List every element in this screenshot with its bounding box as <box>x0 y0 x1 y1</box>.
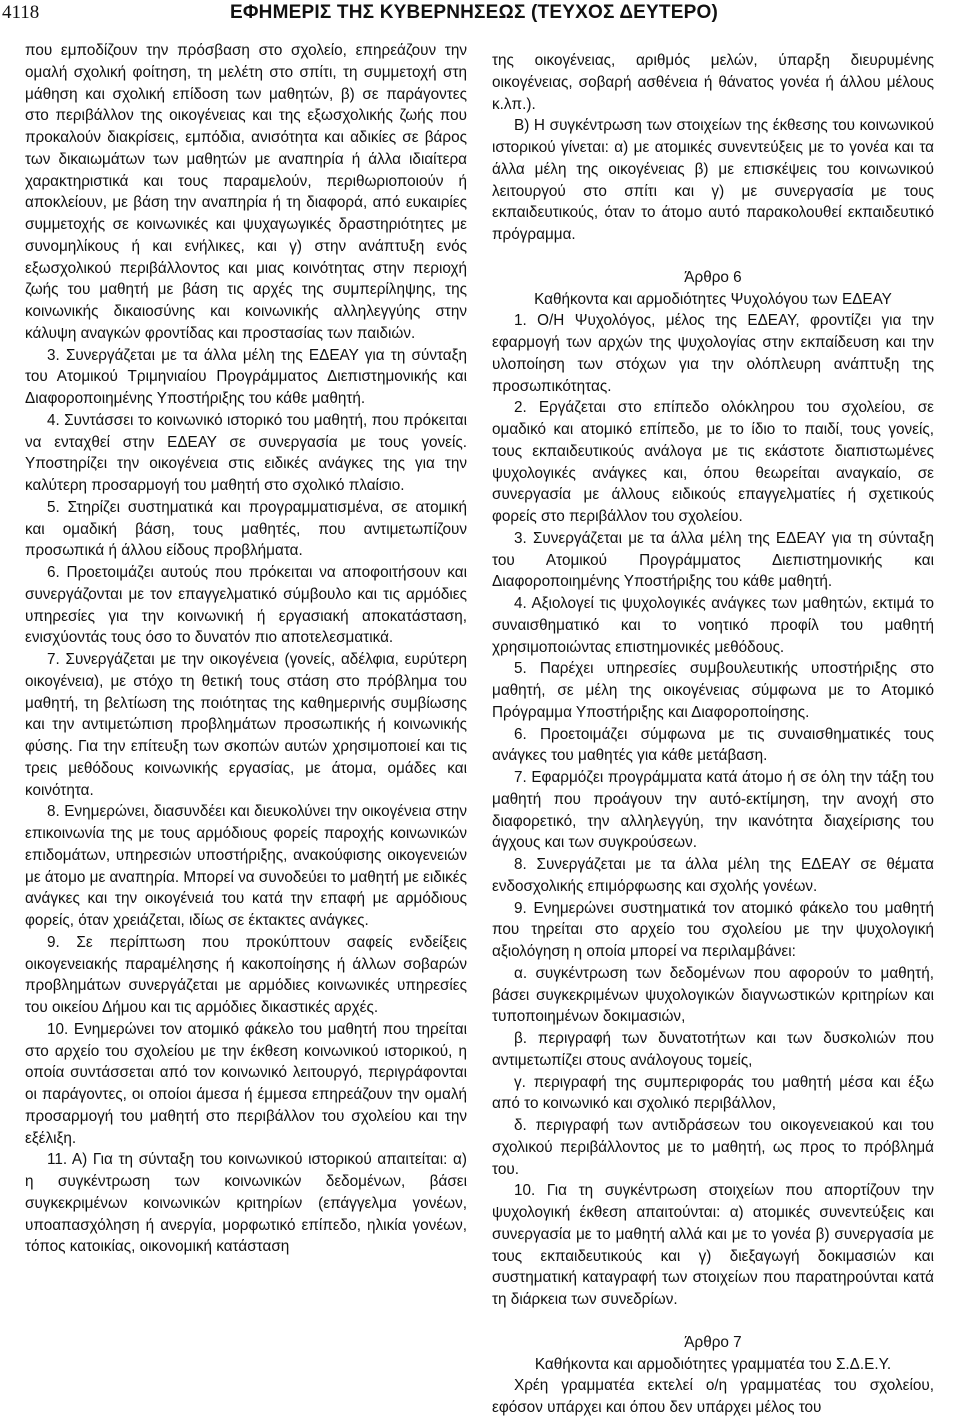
list-item: δ. περιγραφή των αντιδράσεων του οικογενειακού και του σχολικού περιβάλλοντος με το μαθητή, ως προς το πρόβλημά του. <box>492 1117 934 1178</box>
paragraph: 10. Ενημερώνει τον ατομικό φάκελο του μαθητή που τηρείται στο αρχείο του σχολείου με την έκθεση κοινωνικού ιστορικού, η οποία συντάσσεται από τον κοινωνικό λειτουργό, περιγράφονται οι παράγοντες, οι οποίοι άμεσα ή έμμεσα επηρεάζουν την ομαλή προσαρμογή του μαθητή στο περιβάλλον του σχολείου και την εξέλιξη. <box>25 1020 467 1147</box>
paragraph: 4. Αξιολογεί τις ψυχολογικές ανάγκες των μαθητών, εκτιμά το συναισθηματικό και το νοητικό προφίλ του μαθητή χρησιμοποιώντας επιστημονικές μεθόδους. <box>492 595 934 656</box>
spacer <box>492 1311 934 1332</box>
list-item: γ. περιγραφή της συμπεριφοράς του μαθητή μέσα και έξω από το κοινωνικό και σχολικό περιβάλλον, <box>492 1073 934 1113</box>
right-column <box>492 50 934 1419</box>
article-7-heading: Άρθρο 7 <box>684 1333 742 1351</box>
paragraph: 3. Συνεργάζεται με τα άλλα μέλη της ΕΔΕΑΥ για τη σύνταξη του Ατομικού Προγράμματος Διεπιστημονικής και Διαφοροποιημένης Υποστήριξης του κάθε μαθητή. <box>492 529 934 591</box>
paragraph: που εμποδίζουν την πρόσβαση στο σχολείο, επηρεάζουν την ομαλή σχολική φοίτηση, τη μελέτη στο σπίτι, τη συμμετοχή στη μάθηση και σχολική επίδοση των μαθητών, β) σε παράγοντες στο περιβάλλον της οικογένειας και της εξωσχολικής ζωής που προκαλούν διακρίσεις, εμπόδια, ανισότητα και αδικίες σε βάρος των δικαιωμάτων των μαθητών με αναπηρία ή άλλα ιδιαίτερα χαρακτηριστικά και τους παραμελούν, περιθωριοποιούν ή αποκλείουν, με βάση την αναπηρία ή τη διαφορά, από ευκαιρίες συμμετοχής σε κοινωνικές και ψυχαγωγικές δραστηριότητες με συνομηλίκους ή και ενήλικες, και γ) στην ανάπτυξη ενός εξωσχολικού περιβάλλοντος και μιας κοινότητας στην περιοχή ζωής του μαθητή με βάση τις αρχές της συμπερίληψης, της κοινωνικής δικαιοσύνης και κοινωνικής αλληλεγγύης στην κάλυψη αναγκών φροντίδας και προστασίας των παιδιών. <box>25 42 467 342</box>
paragraph: 5. Παρέχει υπηρεσίες συμβουλευτικής υποστήριξης στο μαθητή, σε μέλη της οικογένειας σύμφωνα με το Ατομικό Πρόγραμμα Υποστήριξης και Διαφοροποίησης. <box>492 660 934 721</box>
paragraph: 7. Συνεργάζεται με την οικογένεια (γονείς, αδέλφια, ευρύτερη οικογένεια), με στόχο τη θετική τους στάση στο πρόβλημα του μαθητή, τη βελτίωση της ποιότητας της καθημερινής συμβίωσης και την αντιμετώπιση προβλημάτων προσωπικής ή κοινωνικής φύσης. Για την επίτευξη των σκοπών αυτών χρησιμοποιεί και τις τρεις μεθόδους κοινωνικής εργασίας, με άτομα, ομάδες και κοινότητα. <box>25 651 467 799</box>
gazette-title: ΕΦΗΜΕΡΙΣ ΤΗΣ ΚΥΒΕΡΝΗΣΕΩΣ (ΤΕΥΧΟΣ ΔΕΥΤΕΡΟ) <box>230 2 718 23</box>
paragraph: 7. Εφαρμόζει προγράμματα κατά άτομο ή σε όλη την τάξη του μαθητή που προάγουν την αυτό-εκτίμηση, την ανοχή στο διαφορετικό, την αλληλεγγύη, την ικανότητα διαχείρισης του άγχους και των συγκρούσεων. <box>492 769 934 852</box>
paragraph: 6. Προετοιμάζει αυτούς που πρόκειται να αποφοιτήσουν και συνεργάζονται με τον επαγγελματικό σύμβουλο και τις αρμόδιες υπηρεσίες για την κοινωνική ή εργασιακή αποκατάσταση, ενισχύοντάς τους όσο το δυνατόν πιο αποτελεσματικά. <box>25 564 467 647</box>
list-item: β. περιγραφή των δυνατοτήτων και των δυσκολιών που αντιμετωπίζει στους ανάλογους τομείς, <box>492 1030 934 1069</box>
paragraph: 2. Εργάζεται στο επίπεδο ολόκληρου του σχολείου, σε ομαδικό και ατομικό επίπεδο, με το ίδιο το παιδί, τους γονείς, τους εκπαιδευτικούς ανάλογα με τις εκάστοτε διαπιστωμένες ψυχολογικές ανάγκες και, όπου θεωρείται αναγκαίο, σε συνεργασία με άλλους ειδικούς επαγγελματίες ή σχετικούς φορείς στο περιβάλλον του σχολείου. <box>492 399 934 525</box>
paragraph: της οικογένειας, αριθμός μελών, ύπαρξη διευρυμένης οικογένειας, σοβαρή ασθένεια ή θάνατος γονέα ή άλλου μέλους κ.λπ.). <box>492 52 934 113</box>
article-6-title: Καθήκοντα και αρμοδιότητες Ψυχολόγου των ΕΔΕΑΥ <box>534 290 892 308</box>
paragraph: 11. Α) Για τη σύνταξη του κοινωνικού ιστορικού απαιτείται: α) η συγκέντρωση των κοινωνικών δεδομένων, βάσει συγκεκριμένων κοινωνικών κριτηρίων (επάγγελμα γονέων, υποαπασχόληση ή ανεργία, μορφωτικό επίπεδο, ηλικία γονέων, τόπος κατοικίας, οικονομική κατάσταση <box>25 1151 467 1256</box>
paragraph: 6. Προετοιμάζει σύμφωνα με τις συναισθηματικές τους ανάγκες του μαθητές για κάθε μετάβαση. <box>492 725 934 765</box>
paragraph: 8. Συνεργάζεται με τα άλλα μέλη της ΕΔΕΑΥ σε θέματα ενδοσχολικής επιμόρφωσης και σχολής γονέων. <box>492 856 934 895</box>
spacer <box>492 246 934 267</box>
article-7-title: Καθήκοντα και αρμοδιότητες γραμματέα του Σ.Δ.Ε.Υ. <box>534 1355 892 1373</box>
left-column <box>25 40 467 1258</box>
paragraph: Χρέη γραμματέα εκτελεί ο/η γραμματέας του σχολείου, εφόσον υπάρχει και όπου δεν υπάρχει μέλος του <box>492 1377 934 1416</box>
paragraph: 3. Συνεργάζεται με τα άλλα μέλη της ΕΔΕΑΥ για τη σύνταξη του Ατομικού Τριμηνιαίου Προγράμματος Διεπιστημονικής και Διαφοροποιημένης Υποστήριξης του κάθε μαθητή. <box>25 346 467 407</box>
article-6-heading: Άρθρο 6 <box>684 268 742 286</box>
paragraph: 10. Για τη συγκέντρωση στοιχείων που απορτίζουν την ψυχολογική έκθεση απαιτούνται: α) ατομικές συνεντεύξεις και συνεργασία με το μαθητή αλλά και με το γονέα β) συνεργασία με τους εκπαιδευτικούς και γ) διεξαγωγή δοκιμασιών και συστηματική καταγραφή των στοιχείων που παρατηρούνται κατά τη διάρκεια των συνεδρίων. <box>492 1182 934 1308</box>
paragraph: 4. Συντάσσει το κοινωνικό ιστορικό του μαθητή, που πρόκειται να ενταχθεί στην ΕΔΕΑΥ σε συνεργασία με τους γονείς. Υποστηρίζει την οικογένεια στις ειδικές ανάγκες της για την καλύτερη προσαρμογή του μαθητή στο σχολικό πλαίσιο. <box>25 411 467 494</box>
paragraph: Β) Η συγκέντρωση των στοιχείων της έκθεσης του κοινωνικού ιστορικού γίνεται: α) με ατομικές συνεντεύξεις με το γονέα και τα άλλα μέλη της οικογένειας β) με επισκέψεις του κοινωνικού λειτουργού στο σπίτι και γ) με συνεργασία με τους εκπαιδευτικούς, όταν το άτομο αυτό παρακολουθεί εκπαιδευτικό πρόγραμμα. <box>492 117 934 243</box>
page-number: 4118 <box>2 2 40 23</box>
paragraph: 5. Στηρίζει συστηματικά και προγραμματισμένα, σε ατομική και ομαδική βάση, τους μαθητές, που αντιμετωπίζουν προσωπικά ή άλλου είδους προβλήματα. <box>25 498 467 560</box>
paragraph: 8. Ενημερώνει, διασυνδέει και διευκολύνει την οικογένεια στην επικοινωνία της με τους αρμόδιους φορείς παροχής κοινωνικών επιδομάτων, υπηρεσιών υποστήριξης, ανακούφισης οικογενειών με άτομο με αναπηρία. Μπορεί να συνοδεύει το μαθητή με ειδικές ανάγκες και την οικογένειά του κατά την επαφή με αρμόδιους φορείς, όταν χρειάζεται, ιδίως σε έκτακτες ανάγκες. <box>25 803 467 929</box>
page-header <box>0 0 960 30</box>
paragraph: 1. Ο/Η Ψυχολόγος, μέλος της ΕΔΕΑΥ, φροντίζει για την εφαρμογή των αρχών της ψυχολογίας στην εκπαίδευση και την υλοποίηση των στόχων για την ολόπλευρη ανάπτυξη της προσωπικότητας. <box>492 312 934 395</box>
list-item: α. συγκέντρωση των δεδομένων που αφορούν το μαθητή, βάσει συγκεκριμένων ψυχολογικών διαγνωστικών κριτηρίων και τυποποιημένων δοκιμασιών, <box>492 964 934 1026</box>
paragraph: 9. Σε περίπτωση που προκύπτουν σαφείς ενδείξεις οικογενειακής παραμέλησης ή κακοποίησης ή άλλων σοβαρών προβλημάτων συνεργάζεται με αρμόδιες κοινωνικές υπηρεσίες του οικείου Δήμου και τις αρμόδιες δικαστικές αρχές. <box>25 933 467 1016</box>
paragraph: 9. Ενημερώνει συστηματικά τον ατομικό φάκελο του μαθητή που τηρείται στο αρχείο του σχολείου με την ψυχολογική αξιολόγηση η οποία μπορεί να περιλαμβάνει: <box>492 899 934 960</box>
